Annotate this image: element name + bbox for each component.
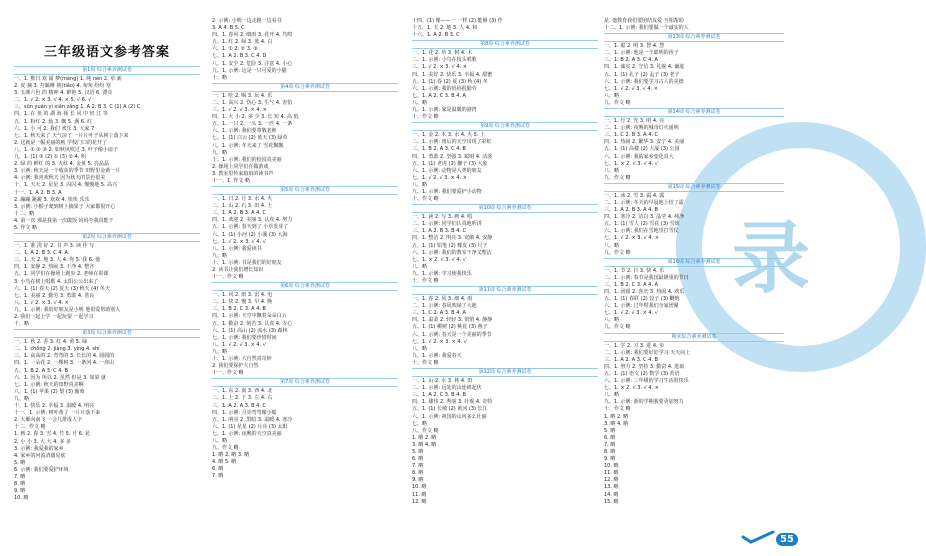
answer-line: 1. 略 2. 略 3. 略 <box>212 452 250 459</box>
answer-line: 七、1. √ 2. × 3. √ 4. × <box>604 235 659 242</box>
answer-line: 七、1. √ 2. √ 3. × 4. √ <box>604 310 658 317</box>
answer-line: 七、1. 美丽 2. 勤劳 3. 勇敢 4. 善良 <box>14 292 95 299</box>
answer-line: 7. 略 <box>14 473 26 480</box>
answer-line: 五、1. (1) 春联 (2) 饺子 (3) 鞭炮 <box>604 296 680 303</box>
answer-line: 3. 教室里传来琅琅的读书声 <box>212 170 274 177</box>
section-heading: 第16周 综合素养测试卷 <box>604 258 784 267</box>
section-heading: 第12周 综合素养测试卷 <box>412 368 598 377</box>
section-heading: 第14周 综合素养测试卷 <box>604 108 784 117</box>
answer-line: 一、1. 读 2. 写 3. 画 4. 唱 <box>412 214 473 221</box>
answer-line: 六、1. 示例: 我们的教室干净又整洁 <box>412 249 492 256</box>
checkmark-icon <box>741 530 775 544</box>
answer-line: 三、1. A 2. B 3. A 4. C <box>212 210 266 217</box>
answer-line: 九、略 <box>14 395 30 402</box>
answer-line: 三、1. A 2. A 3. C 4. B <box>604 356 658 363</box>
answer-line: 10. 略 <box>412 484 427 491</box>
answer-line: 15. 略 <box>604 498 619 505</box>
answer-line: 10. 略 <box>604 463 619 470</box>
answer-line: 2. 我们要保护大自然 <box>212 363 259 370</box>
answer-line: 3. 示例: 我爱我的家乡 <box>14 445 64 452</box>
answer-line: 十五、1. 天 2. 地 3. 人 4. 和 <box>412 25 478 32</box>
answer-line: 一、1. 风 2. 雨 3. 雷 4. 电 <box>212 292 273 299</box>
answer-line: 五、1. (1) 老虎 (2) 狮子 (3) 大象 <box>412 160 488 167</box>
answer-line: 十、作文 略 <box>412 196 439 203</box>
answer-line: 七、1. 秋天来了 天气凉了 一片片叶子从树上落下来 <box>14 132 129 139</box>
answer-line: 5. 略 <box>604 427 616 434</box>
answer-line: 五、1. 明亮 2. 黑暗 3. 温暖 4. 寒冷 <box>212 416 293 423</box>
answer-line: 一、1. 准 洗 好 2. 书 声 3. 读 作 写 <box>14 243 95 250</box>
answer-line: 四、1. 温柔 2. 轻轻 3. 悄悄 4. 静静 <box>412 317 493 324</box>
answer-line: 三、1. 高高的 2. 弯弯的 3. 长长的 4. 圆圆的 <box>14 353 115 360</box>
answer-line: 五、1. (1) 长城 (2) 黄河 (3) 长江 <box>412 406 488 413</box>
section-heading: 第9周 综合素养测试卷 <box>412 122 598 131</box>
answer-line: 四、1. 一朵花 2. 一棵树 3. 一条河 4. 一座山 <box>14 360 115 367</box>
answer-line: 六、1. 示例: 我们要尊敬老师 <box>212 128 277 135</box>
answer-line: 十一、1. 示例: 树叶黄了 一片片落下来 <box>14 410 101 417</box>
answer-line: 九、作文 略 <box>212 445 239 452</box>
answer-line: 2. 蹦蹦 跳跳 3. 欢欢 4. 快快 乐乐 <box>14 196 90 203</box>
answer-line: 十、略 <box>14 321 30 328</box>
answer-line: 8. 略 <box>14 481 26 488</box>
answer-line: 三、1. B 2. A 3. C 4. B <box>412 146 466 153</box>
answer-line: 6. 略 <box>604 434 616 441</box>
answer-line: 四、1. 寒冷 2. 洁白 3. 晶莹 4. 纯净 <box>604 214 685 221</box>
answer-line: 六、1. 示例: 我的妈妈很勤劳 <box>412 85 477 92</box>
section-heading: 第1周 综合素养测试卷 <box>14 66 200 75</box>
answer-line: 八、略 <box>604 167 620 174</box>
answer-line: 7. 略 <box>212 473 224 480</box>
answer-line: 二、1. 示例: 雨后的天空出现了彩虹 <box>412 139 492 146</box>
answer-line: 六、1. 示例: 我们在雪地里打雪仗 <box>604 228 679 235</box>
answer-line: 九、1. 示例: 新的学期我要更加努力 <box>604 399 684 406</box>
answer-line: 4. 第一次 那是我第一次做饭 妈妈夸我真能干 <box>14 217 114 224</box>
answer-line: 二、1. 山 2. 石 3. 田 4. 土 <box>212 203 273 210</box>
answer-line: 二、1. 示例: 春风吹绿了大地 <box>412 303 477 310</box>
answer-line: 是, 他教育我们要团结友爱 互相帮助 <box>604 18 684 24</box>
answer-line: 2. 操场上同学们在做游戏 <box>212 163 269 170</box>
answer-line: 九、1. 示例: 学习使我快乐 <box>412 270 472 277</box>
answer-line: 十、作文 略 <box>412 114 439 121</box>
answer-line: 十一、作文 略 <box>212 274 244 281</box>
answer-line: 六、1. (1) 春天 (2) 夏天 (3) 秋天 (4) 冬天 <box>14 285 110 292</box>
answer-line: 五、1. B 2. A 3. C 4. B <box>14 367 68 374</box>
answer-line: 6. 示例: 我们要爱护环境 <box>14 466 69 473</box>
section-heading: 第15周 综合素养测试卷 <box>604 183 784 192</box>
answer-line: 四、1. 示例: 月亮弯弯像小船 <box>212 409 277 416</box>
answer-line: 1. 画 2. 春 3. 雪 4. 竹 5. 月 6. 花 <box>14 431 91 438</box>
answer-line: 一、1. 吃 2. 喝 3. 玩 4. 乐 <box>212 92 273 99</box>
answer-line: 八、1. 示例: 我爱读书 <box>212 245 262 252</box>
answer-line: 13. 略 <box>604 484 619 491</box>
answer-line: 八、1. √ 2. × 3. √ 4. × <box>14 299 69 306</box>
answer-line: 9. 略 <box>14 488 26 495</box>
answer-line: 三、1. A 2. B 3. B 4. C <box>412 228 466 235</box>
answer-line: 四、1. 欢迎 2. 美丽 3. 认真 4. 努力 <box>212 217 293 224</box>
answer-line: 6. 略 <box>412 456 424 463</box>
answer-line: 1. 略 2. 略 <box>604 413 629 420</box>
answer-line: 一、1. 灯 2. 光 3. 明 4. 亮 <box>604 118 665 125</box>
answer-line: 四、1. 热闹 2. 繁华 3. 安宁 4. 美丽 <box>604 139 685 146</box>
document-title: 三年级语文参考答案 <box>43 45 170 60</box>
answer-column-1 <box>14 18 200 540</box>
answer-column-2 <box>212 18 398 540</box>
answer-line: 一、1. 日 2. 月 3. 水 4. 火 <box>212 196 273 203</box>
answer-line: 二、1. 快 2. 慢 3. 早 4. 晚 <box>212 299 273 306</box>
answer-line: 六、1. 示例: 我们要学习古人的美德 <box>604 78 684 85</box>
answer-line: 四、1. 春风 2. 细雨 3. 花开 4. 鸟鸣 <box>212 32 293 39</box>
answer-line: 三、1. A 2. B 3. A 4. B <box>604 207 658 214</box>
answer-line: 二、1. 示例: 夜晚的城市灯火通明 <box>604 125 679 132</box>
answer-line: 十、1. 天天 2. 星星 3. 闪闪 4. 慢慢地 5. 高兴 <box>14 182 118 189</box>
answer-line: 三、1. √ 2. × 3. √ 4. × <box>412 64 467 71</box>
answer-line: 八、略 <box>604 92 620 99</box>
answer-line: 二、1. A 2. B 3. C 4. A <box>14 250 68 257</box>
answer-line: 9. 略 <box>412 477 424 484</box>
answer-line: 八、略 <box>604 242 620 249</box>
answer-line: 五、1. 一只 2. 一头 3. 一匹 4. 一条 <box>212 121 293 128</box>
answer-line: 3. 五颜六色 的 精神 4. 鲜艳 5. 汉语 6. 漂亮 <box>14 90 113 97</box>
answer-line: 十、作文 略 <box>604 406 631 413</box>
answer-line: 六、1. 示例: 我的家乡变化真大 <box>604 153 674 160</box>
answer-line: 七、1. × 2. √ 3. √ 4. √ <box>412 256 466 263</box>
answer-line: 七、1. 示例: 夜晚的天空真美丽 <box>212 430 282 437</box>
answer-line: 八、略 <box>212 437 228 444</box>
answer-line: 3. 小鸟在树上唱歌 4. 太阳公公出来了 <box>14 278 99 285</box>
answer-line: 六、1. (1) 小河 (2) 小溪 (3) 大海 <box>212 231 288 238</box>
answer-line: 十、1. 快乐 2. 幸福 3. 温暖 4. 明亮 <box>14 403 95 410</box>
answer-line: 六、1. 示例: 三年级的学习生活很快乐 <box>604 378 689 385</box>
answer-line: 十二、作文 略 <box>14 424 46 431</box>
answer-line: 5. 略 <box>14 459 26 466</box>
answer-line: 一、1. 聪 2. 明 3. 智 4. 慧 <box>604 43 665 50</box>
answer-line: 10. 略 <box>14 495 29 502</box>
answer-line: 二、1. 示例: 冬天的早晨地上结了霜 <box>604 199 684 206</box>
answer-line: 二、1. 示例: 春节是我国最隆重的节日 <box>604 274 689 281</box>
answer-line: 7. 略 <box>412 463 424 470</box>
answer-line: 七、1. √ 2. √ 3. × 4. × <box>412 174 467 181</box>
answer-line: 七、1. (1) 白云 (2) 蓝天 (3) 绿草 <box>212 135 288 142</box>
answer-line: 十一、作文 略 <box>212 370 244 377</box>
answer-line: 五、1. 勤奋 2. 刻苦 3. 认真 4. 专心 <box>212 320 293 327</box>
answer-line: 三、1. C 2. B 3. A 4. C <box>604 132 659 139</box>
section-heading: 第6周 综合素养测试卷 <box>212 282 398 291</box>
answer-line: 4. 示例: 我喜欢秋天 因为秋天的景色很美 <box>14 175 106 182</box>
section-heading: 第5周 综合素养测试卷 <box>212 186 398 195</box>
answer-line: 八、略 <box>604 317 620 324</box>
answer-line: 一、1. 山 2. 水 3. 林 4. 田 <box>412 378 473 385</box>
answer-line: 二、1. 示例: 同学们认真地听讲 <box>412 221 482 228</box>
answer-line: 十一、1. 作文 略 <box>212 177 250 184</box>
section-heading: 第4周 综合素养测试卷 <box>212 83 398 92</box>
answer-line: 三、1. √ 2. √ 3. × 4. × <box>212 107 267 114</box>
answer-line: 12. 略 <box>412 498 427 505</box>
answer-line: 2. 读书让我们增长知识 <box>212 267 264 273</box>
answer-line: 二、1. 高兴 2. 伤心 3. 生气 4. 害怕 <box>212 99 293 106</box>
answer-line: 八、1. √ 2. √ 3. × 4. √ <box>212 341 266 348</box>
section-heading: 第13周 综合素养测试卷 <box>604 33 784 42</box>
answer-line: 八、1. 示例: 冬天来了 雪花飘飘 <box>212 142 284 149</box>
answer-line: 十、1. 示例: 大自然真奇妙 <box>212 356 272 363</box>
answer-line: 七、1. A 2. B 3. C 4. D <box>212 53 267 60</box>
answer-line: 2. 我们一起上学 一起玩耍 一起学习 <box>14 314 94 320</box>
answer-line: 五、1. (1) 语文 (2) 数学 (3) 英语 <box>604 370 680 377</box>
answer-line: 2. 小 小 3. 大 大 4. 多 多 <box>14 438 72 445</box>
answer-line: 十六、1. A 2. B 3. C <box>412 32 460 39</box>
page-number: 55 <box>776 533 798 546</box>
answer-line: 3. 略 4. 略 <box>604 420 629 427</box>
answer-line: 七、1. √ 2. × 3. × 4. √ <box>412 338 467 345</box>
section-heading: 第3周 综合素养测试卷 <box>14 329 200 338</box>
answer-line: 六、1. 因为 所以 2. 虽然 但是 3. 如果 就 <box>14 374 107 381</box>
answer-line: 九、1. 示例: 我的好朋友是小明 他很爱帮助别人 <box>14 306 121 313</box>
answer-line: 十一、1. A 2. B 3. A <box>14 189 62 196</box>
answer-line: 二、1. chōng 2. jiàng 3. yìng 4. shí <box>14 346 100 353</box>
answer-line: 十二、1. 示例: 我们要做一个诚实的人 <box>604 25 689 32</box>
answer-line: 五、1. (1) 高楼 (2) 大厦 (3) 公园 <box>604 146 680 153</box>
answer-line: 一、1. 东 2. 南 3. 西 4. 北 <box>212 388 273 395</box>
answer-line: 8. 略 <box>412 470 424 477</box>
answer-line: 八、略 <box>412 181 428 188</box>
answer-line: 一、1. 秋 2. 香 3. 红 4. 黄 5. 绿 <box>14 339 88 346</box>
answer-line: 八、1. (1) 苹果 (2) 梨 (3) 葡萄 <box>14 388 85 395</box>
answer-line: 三、1. B 2. C 3. A 4. B <box>212 306 266 313</box>
answer-line: 三、1. 天 2. 地 3. 人 4. 你 5. 我 6. 他 <box>14 257 101 264</box>
answer-line: 十、略 <box>212 74 228 81</box>
answer-line: 九、略 <box>212 348 228 355</box>
answer-line: 四、1. 整洁 2. 明亮 3. 宽敞 4. 安静 <box>412 235 493 242</box>
answer-line: 8. 略 <box>604 448 616 455</box>
answer-line: 六、1. 示例: 祖国的山河多么壮丽 <box>412 413 487 420</box>
answer-line: 八、略 <box>412 99 428 106</box>
answer-line: 九、作文 略 <box>604 249 631 256</box>
answer-line: 一、1. 默日 欢 闻 梦(mèng) 1. 纯 nèn 2. 草 新 <box>14 76 122 82</box>
answer-line: 14. 略 <box>604 491 619 498</box>
answer-line: 八、略 <box>604 392 620 399</box>
answer-line: 五、1. 粉红 2. 灿 3. 飘 5. 满 6. 红 <box>14 118 93 125</box>
answer-line: 七、1. × 2. √ 3. √ 4. √ <box>604 160 658 167</box>
answer-line: 六、1. (1) 高山 (2) 流水 (3) 森林 <box>212 327 288 334</box>
answer-line: 11. 略 <box>412 491 427 498</box>
answer-line: 7. 略 <box>604 441 616 448</box>
answer-line: 二、1. 示例: 远处的山连绵起伏 <box>412 385 482 392</box>
answer-line: 四、1. 大 小 2. 多 少 3. 长 短 4. 高 低 <box>212 114 299 121</box>
answer-line: 9. 略 <box>604 456 616 463</box>
answer-line: 二、1. 示例: 他是一个聪明的孩子 <box>604 50 679 57</box>
answer-line: 五、1. (1) 铅笔 (2) 橡皮 (3) 尺子 <box>412 242 488 249</box>
answer-line: 四、1. 雄伟 2. 秀丽 3. 壮观 4. 奇特 <box>412 399 493 406</box>
answer-column-3 <box>412 18 598 540</box>
answer-line: 四、1. 诚实 2. 守信 3. 礼貌 4. 谦虚 <box>604 64 685 71</box>
answer-line: 十、作文 略 <box>412 359 439 366</box>
answer-line: 九、略 <box>212 149 228 156</box>
answer-line: 11. 略 <box>604 470 619 477</box>
answer-line: 八、1. 安全 2. 危险 3. 注意 4. 小心 <box>212 60 293 67</box>
answer-line: 十、1. 示例: 我们的校园真美丽 <box>212 156 282 163</box>
answer-line: 七、1. √ 2. √ 3. √ 4. × <box>604 85 658 92</box>
answer-line: 三、1. B 2. C 3. A 4. A <box>604 281 658 288</box>
answer-line: 九、作文 略 <box>604 324 631 331</box>
watermark-glyph: 录 <box>732 213 811 304</box>
answer-line: 一、1. 金 2. 木 3. 水 4. 火 5. 土 <box>412 132 486 139</box>
answer-line: 九、略 <box>212 252 228 259</box>
answer-line: 3. 示例: 小猴子爬到树上摘果子 大家都很开心 <box>14 203 116 210</box>
answer-line: 五、1. 同学们在操场上跑步 2. 老师在讲课 <box>14 271 109 278</box>
answer-line: 十、作文 略 <box>412 278 439 284</box>
answer-line: 2. 大雁向南飞 一会儿排成人字 <box>14 417 82 424</box>
answer-line: 5. 略 <box>412 448 424 455</box>
answer-line: 2. 示例: 小明一边走路一边看书 <box>212 18 282 24</box>
answer-line: 八、1. ① ② ③ 2. 如秋风吹过 3. 叶子像小扇子 <box>14 146 118 153</box>
answer-line: 九、1. (1) ③ (2) ① (3) ② 4. 明 <box>14 154 86 161</box>
answer-line: 六、1. (1) 星星 (2) 月亮 (3) 太阳 <box>212 423 288 430</box>
answer-line: 七、1. 示例: 我们要珍惜时间 <box>212 334 277 341</box>
answer-line: 九、1. 示例: 家是温暖的港湾 <box>412 107 477 114</box>
answer-line: 五、1. (1) 孔子 (2) 孟子 (3) 老子 <box>604 71 680 78</box>
answer-line: 一、1. 春 2. 风 3. 细 4. 雨 <box>412 296 473 303</box>
section-heading: 期末综合素养测试卷 <box>604 333 784 342</box>
answer-line: 四、1. 安静 2. 热闹 3. 干净 4. 整齐 <box>14 264 95 271</box>
answer-line: 四、1. 示例: 天空中飘着朵朵白云 <box>212 313 287 320</box>
answer-line: 六、1. 示例: 过年时我们全家团聚 <box>604 303 679 310</box>
answer-line: 五、1. 红 2. 绿 3. 蓝 4. 白 <box>212 39 273 46</box>
answer-line: 2. 绿 的 鲜红 的 3. 火红 4. 金黄 5. 亮晶晶 <box>14 161 109 168</box>
answer-line: 四、1. 美好 2. 快乐 3. 幸福 4. 甜蜜 <box>412 71 493 78</box>
answer-line: 三、1. A 2. C 3. B 4. B <box>412 392 466 399</box>
answer-line: 四、1. 在 鱼 的 湖 海 扬 长 风 中 轻 江 等 <box>14 111 108 118</box>
answer-line: 三、1. C 2. A 3. B 4. A <box>412 310 466 317</box>
answer-line: 5. 作文 略 <box>14 224 37 231</box>
answer-line: 3. A 4. B 5. C <box>212 25 245 32</box>
answer-line: 3. 示例: 秋天是一个收获的季节 田野里金黄一片 <box>14 168 121 175</box>
answer-line: 八、作文 略 <box>412 427 439 434</box>
answer-line: 五、1. (1) 春 (2) 夏 (3) 秋 (4) 冬 <box>412 78 488 85</box>
answer-line: 十、1. 示例: 书是我们的好朋友 <box>212 259 282 266</box>
answer-line: 九、1. 示例: 我爱春天 <box>412 352 462 359</box>
answer-line: 一、1. 冰 2. 雪 3. 霜 4. 露 <box>604 192 665 199</box>
answer-line: 九、1. 示例: 这是一只可爱的小猫 <box>212 67 287 74</box>
answer-line: 六、1. 示例: 动物是人类的朋友 <box>412 167 482 174</box>
answer-line: 2. 这就是一幅美丽的画 学校门口的花开了 <box>14 139 107 146</box>
answer-line: 八、略 <box>412 263 428 270</box>
section-heading: 第8周 综合素养测试卷 <box>412 40 598 49</box>
section-heading: 第10周 综合素养测试卷 <box>412 204 598 213</box>
answer-line: 五、1. (1) 柳树 (2) 桃花 (3) 燕子 <box>412 324 488 331</box>
section-heading: 第2周 综合素养测试卷 <box>14 233 200 242</box>
answer-line: 三、sūn yuán yì xiàn zǎng 1. A 2. B 3. C (1) A (2) C <box>14 104 141 111</box>
answer-line: 七、1. × 2. √ 3. √ 4. × <box>604 385 659 392</box>
answer-line: 七、1. A 2. C 3. B 4. A <box>412 92 466 99</box>
answer-line: 六、1. 示例: 春天是一个美丽的季节 <box>412 331 492 338</box>
answer-line: 四、1. 勇敢 2. 坚强 3. 聪明 4. 活泼 <box>412 153 493 160</box>
answer-line: 6. 略 <box>212 466 224 473</box>
answer-column-4 <box>604 18 784 540</box>
answer-line: 五、1. (1) 雪人 (2) 雪花 (3) 雪球 <box>604 221 680 228</box>
answer-line: 1. 略 2. 略 <box>412 434 437 441</box>
answer-line: 十二、略 <box>14 210 35 217</box>
answer-line: 三、1. A 2. A 3. B 4. C <box>212 402 266 409</box>
answer-line: 一、1. 节 2. 日 3. 快 4. 乐 <box>604 267 665 274</box>
answer-line: 六、1. ① 2. ② 3. ③ <box>212 46 258 53</box>
answer-line: 四、1. 团圆 2. 喜庆 3. 热闹 4. 欢乐 <box>604 289 685 295</box>
answer-line: 七、略 <box>412 420 428 427</box>
answer-line: 四、1. 努力 2. 坚持 3. 勤奋 4. 进取 <box>604 363 685 370</box>
section-heading: 第11周 综合素养测试卷 <box>412 286 598 295</box>
answer-line: 二、1. 示例: 我们要好好学习 天天向上 <box>604 349 691 356</box>
answer-line: 九、作文 略 <box>604 174 631 181</box>
answer-line: 二、1. 上 2. 下 3. 左 4. 右 <box>212 395 273 402</box>
answer-line: 三、1. B 2. A 3. C 4. A <box>604 57 658 64</box>
answer-line: 九、作文 略 <box>604 99 631 106</box>
answer-line: 12. 略 <box>604 477 619 484</box>
answer-line: 十四、(1) 像——一 一样 (2) 能够 (3) 作 <box>412 18 503 24</box>
answer-line: 七、1. 示例: 秋天的田野真美啊 <box>14 381 84 388</box>
answer-line: 3. 略 4. 略 <box>412 441 437 448</box>
answer-line: 八、略 <box>412 345 428 352</box>
answer-line: 二、1. √ 2. × 3. √ 4. × 5. √ 6. √ <box>14 97 92 104</box>
answer-line: 4. 略 5. 略 <box>212 459 237 466</box>
answer-line: 五、1. 示例: 春天到了 小草发芽了 <box>212 224 289 231</box>
section-heading: 第7周 综合素养测试卷 <box>212 378 398 387</box>
answer-line: 二、1. 示例: 小鸟在枝头唱歌 <box>412 57 477 64</box>
answer-line: 4. 家乡的河流清澈见底 <box>14 452 66 459</box>
answer-line: 七、1. √ 2. × 3. √ 4. √ <box>212 238 266 245</box>
answer-line: 九、1. 示例: 我们要爱护小动物 <box>412 188 482 195</box>
answer-line: 一、1. 学 2. 习 3. 进 4. 步 <box>604 342 665 349</box>
answer-line: 2. 皮 摘 3. 打瞌睡 挑(tiǎo) 4. 匆匆 纷纷 寒 <box>14 83 111 90</box>
answer-line: 六、1. 小 可 2. 我们 欢乐 3. 大家 7 <box>14 125 95 132</box>
answer-line: 一、1. 花 2. 草 3. 树 4. 木 <box>412 50 473 57</box>
